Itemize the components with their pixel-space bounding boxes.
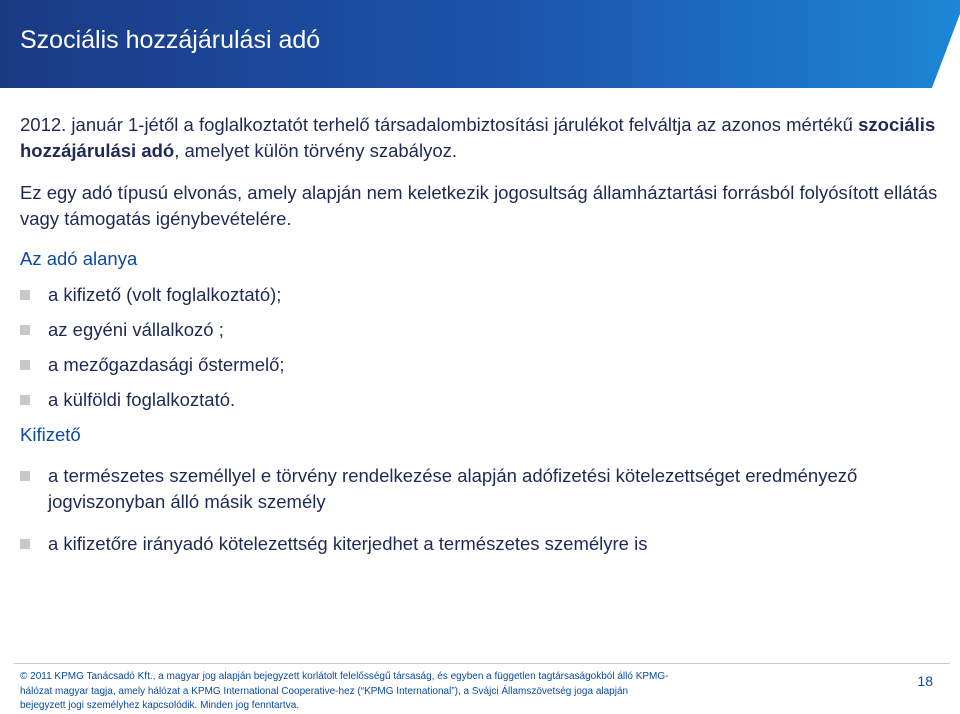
list-item (20, 463, 940, 515)
list-item (20, 531, 940, 557)
list-item-text: a kifizetőre irányadó kötelezettség kiterjedhet a természetes személyre is (48, 533, 648, 554)
square-bullet-icon (20, 395, 30, 405)
list-item-text: a kifizető (volt foglalkoztató); (48, 284, 282, 305)
intro-text-bold: szociális hozzájárulási adó (20, 114, 936, 161)
footer-line: © 2011 KPMG Tanácsadó Kft., a magyar jog alapján bejegyzett korlátolt felelősségű társaság, és egyben a független tagtársaságokból álló KPMG- (20, 671, 669, 682)
definition-paragraph: Ez egy adó típusú elvonás, amely alapján nem keletkezik jogosultság államháztartási forrásból folyósított ellátás vagy támogatás igénybevételére. (20, 182, 938, 229)
slide-header (0, 0, 960, 88)
list-item (20, 282, 940, 308)
list-item-text: a külföldi foglalkoztató. (48, 389, 236, 410)
section-heading-subject: Az adó alanya (20, 248, 138, 269)
square-bullet-icon (20, 539, 30, 549)
slide-content (20, 112, 940, 573)
payer-list (20, 463, 940, 557)
page-number: 18 (917, 673, 933, 689)
intro-text-b: , amelyet külön törvény szabályoz. (174, 140, 457, 161)
subject-list (20, 282, 940, 413)
section-heading-payer: Kifizető (20, 424, 81, 445)
list-item (20, 387, 940, 413)
intro-text-a: 2012. január 1-jétől a foglalkoztatót terhelő társadalombiztosítási járulékot felváltja az azonos mértékű (20, 114, 859, 135)
list-item-text: az egyéni vállalkozó ; (48, 319, 224, 340)
square-bullet-icon (20, 471, 30, 481)
list-item-text: a mezőgazdasági őstermelő; (48, 354, 285, 375)
list-item-text: a természetes személlyel e törvény rendelkezése alapján adófizetési kötelezettséget eredményező jogviszonyban álló másik személy (48, 465, 858, 512)
square-bullet-icon (20, 360, 30, 370)
footer-line: hálózat magyar tagja, amely hálózat a KPMG International Cooperative-hez (“KPMG International”), a Svájci Államszövetség joga alapján (20, 685, 629, 697)
square-bullet-icon (20, 290, 30, 300)
list-item (20, 352, 940, 378)
footer-copyright (20, 670, 669, 714)
footer-line: bejegyzett jogi személyhez kapcsolódik. Minden jog fenntartva. (20, 700, 300, 711)
square-bullet-icon (20, 325, 30, 335)
slide-title: Szociális hozzájárulási adó (20, 26, 321, 54)
intro-paragraph (20, 112, 940, 164)
footer-divider (14, 663, 950, 664)
list-item (20, 317, 940, 343)
